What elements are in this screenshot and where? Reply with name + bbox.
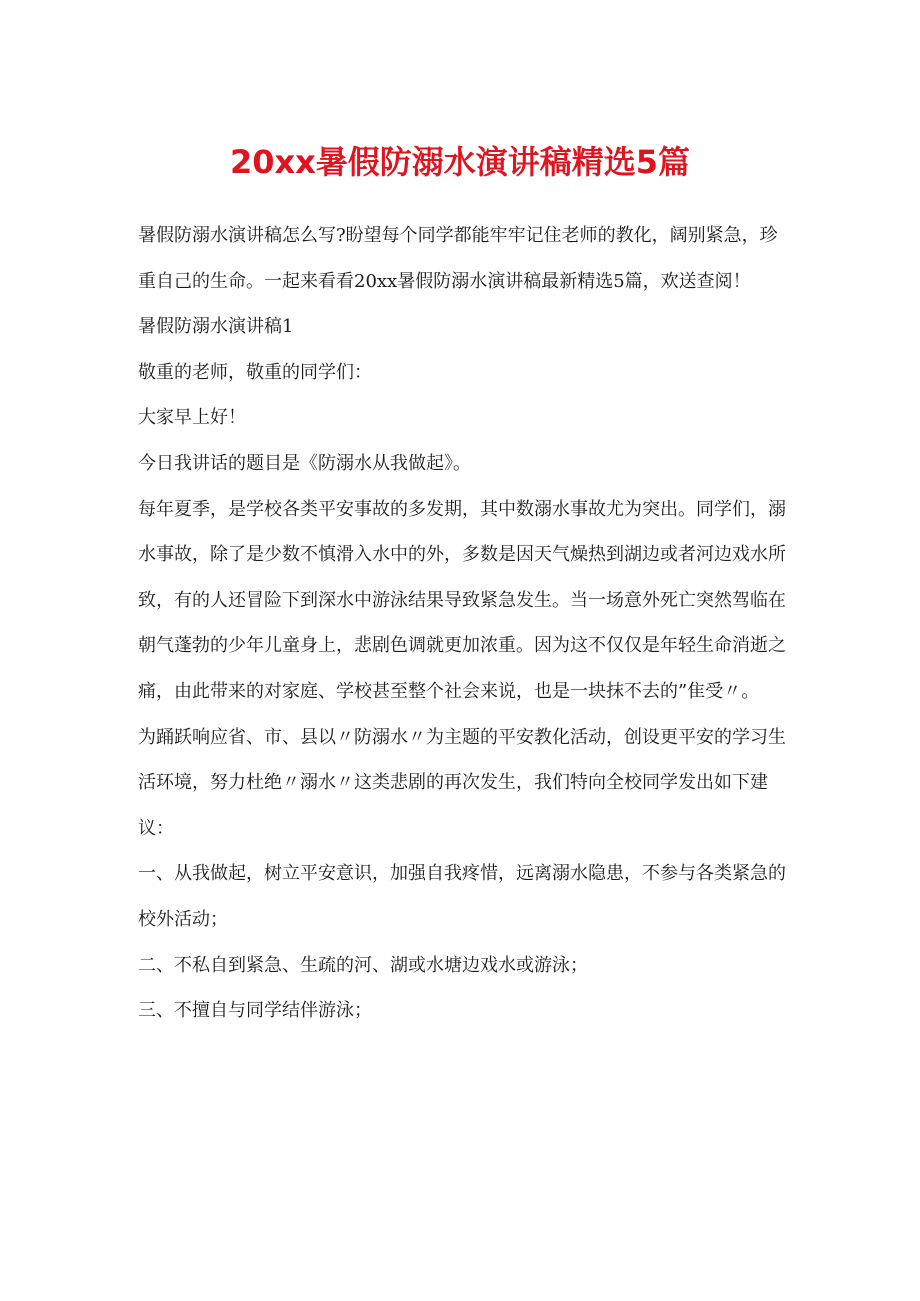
document-title: 20xx暑假防溺水演讲稿精选5篇 [229,143,691,181]
suggestion-item: 三、不擅自与同学结伴游泳； [138,1000,372,1022]
body-paragraph: 每年夏季，是学校各类平安事故的多发期，其中数溺水事故尤为突出。同学们，溺水事故，除了是少数不慎滑入水中的外，多数是因天气燥热到湖边或者河边戏水所致，有的人还冒险下到深水中游泳结果导致紧急发生。当一场意外死亡突然驾临在朝气蓬勃的少年儿童身上，悲剧色调就更加浓重。因为这不仅仅是年轻生命消逝之痛，由此带来的对家庭、学校甚至整个社会来说，也是一块抹不去的”隹受〃。 [138,498,786,702]
speech-topic: 今日我讲话的题目是《防溺水从我做起》。 [138,452,471,474]
greeting: 大家早上好！ [138,407,246,429]
suggestion-item: 一、从我做起，树立平安意识，加强自我疼惜，远离溺水隐患，不参与各类紧急的校外活动； [138,863,786,930]
body-paragraph: 为踊跃响应省、市、县以〃防溺水〃为主题的平安教化活动，创设更平安的学习生活环境，努力杜绝〃溺水〃这类悲剧的再次发生，我们特向全校同学发出如下建议： [138,726,786,839]
salutation: 敬重的老师，敬重的同学们： [138,361,372,383]
document-body [138,213,786,1034]
section-heading: 暑假防溺水演讲稿1 [138,316,294,338]
suggestion-item: 二、不私自到紧急、生疏的河、湖或水塘边戏水或游泳； [138,954,588,976]
intro-paragraph: 暑假防溺水演讲稿怎么写?盼望每个同学都能牢牢记住老师的教化，阔别紧急，珍重自己的生命。一起来看看20xx暑假防溺水演讲稿最新精选5篇，欢送查阅！ [138,225,778,292]
